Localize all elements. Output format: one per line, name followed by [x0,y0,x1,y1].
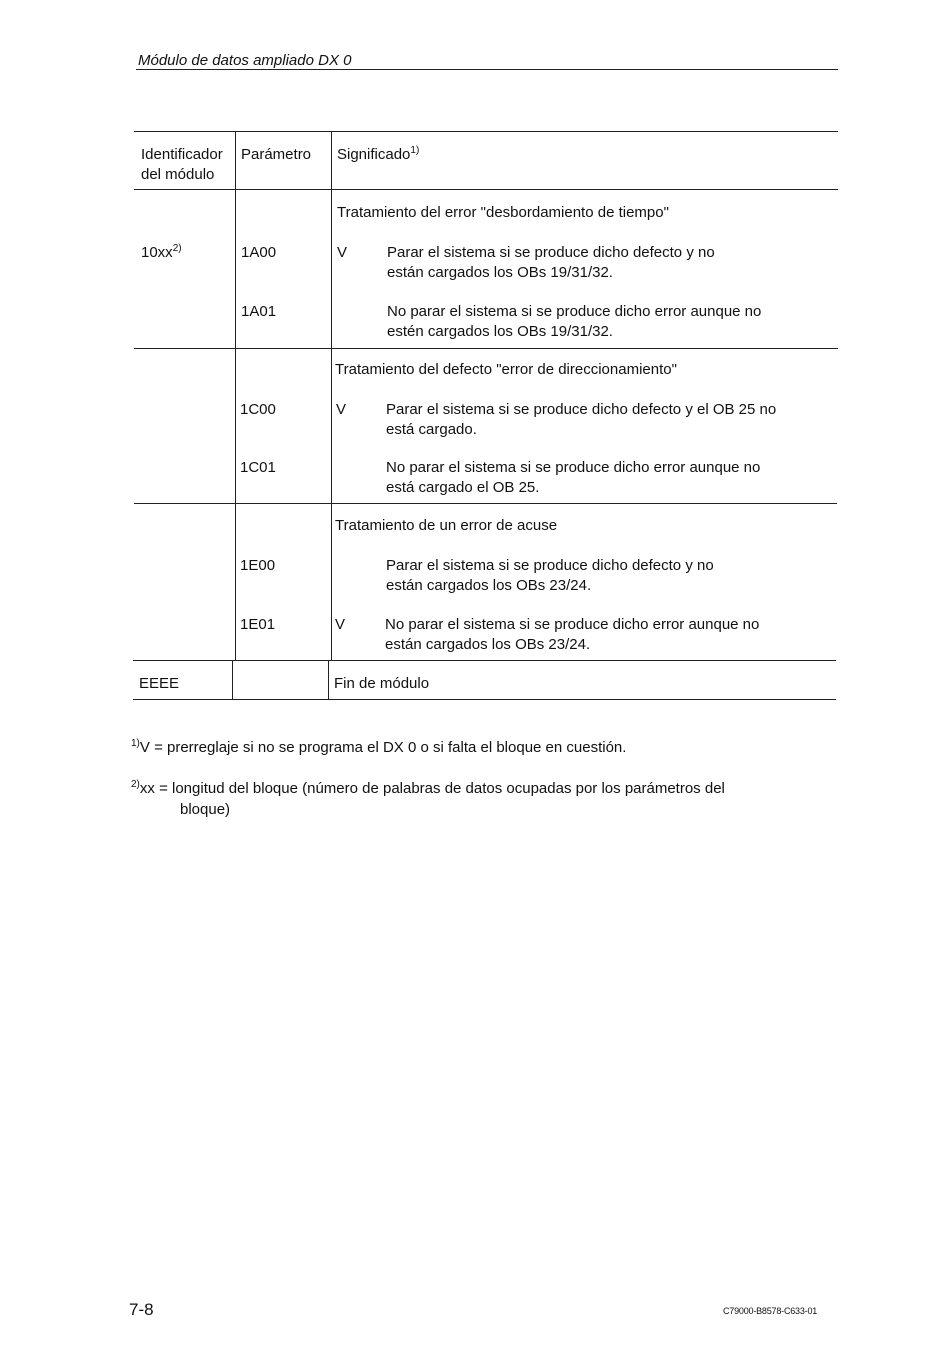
param-description-line1: No parar el sistema si se produce dicho error aunque no [387,303,762,320]
table-header-rule [134,189,838,190]
col-divider-1-end [232,660,233,699]
group-identifier: $10xx^{2)}$ [141,243,182,261]
default-flag: V [336,401,347,418]
col-divider-2-end [328,660,329,699]
end-row-identifier: EEEE [139,675,180,692]
footnote-1: $^{1)}$V = prerreglaje si no se programa el DX 0 o si falta el bloque en cuestión. [131,738,627,756]
param-description-line2: están cargados los OBs 23/24. [386,577,592,594]
group-title: Tratamiento del defecto "error de direccionamiento" [335,361,677,378]
page-header-title: Módulo de datos ampliado DX 0 [138,52,352,69]
param-description-line2: están cargados los OBs 23/24. [385,636,591,653]
param-code: 1C00 [240,401,276,418]
col-header-meaning: Significado$^{1)}$ [337,145,420,163]
footnote-2-mark: 2) [131,779,140,790]
param-description-line1: Parar el sistema si se produce dicho defecto y no [386,557,714,574]
table-bottom-rule [133,699,836,700]
param-code: 1A00 [241,244,277,261]
col-header-identifier-line1: Identificador [141,146,223,163]
group-title: Tratamiento del error "desbordamiento de tiempo" [337,204,669,221]
param-description-line1: No parar el sistema si se produce dicho error aunque no [386,459,761,476]
group-identifier-sup: 2) [172,243,182,254]
param-code: 1E01 [240,616,276,633]
header-rule [136,69,838,70]
param-code: 1A01 [241,303,277,320]
document-code: C79000-B8578-C633-01 [723,1306,818,1316]
col-header-parameter: Parámetro [241,146,312,163]
col-header-meaning-sup: 1) [410,145,420,156]
page-number: 7-8 [129,1300,154,1319]
group-title: Tratamiento de un error de acuse [335,517,558,534]
footnote-2-continuation: bloque) [180,801,231,818]
col-divider-1 [235,131,236,660]
group-rule-3 [133,660,836,661]
param-description-line2: está cargado. [386,421,477,438]
param-description-line2: estén cargados los OBs 19/31/32. [387,323,613,340]
param-description-line2: está cargado el OB 25. [386,479,540,496]
col-divider-2 [331,131,332,660]
table-top-rule [134,131,838,132]
param-description-line1: Parar el sistema si se produce dicho defecto y el OB 25 no [386,401,777,418]
default-flag: V [337,244,348,261]
footnote-1-mark: 1) [131,738,140,749]
end-row-meaning: Fin de módulo [334,675,430,692]
group-rule-2 [134,503,837,504]
group-rule-1 [134,348,838,349]
param-code: 1E00 [240,557,276,574]
param-code: 1C01 [240,459,276,476]
param-description-line2: están cargados los OBs 19/31/32. [387,264,613,281]
param-description-line1: No parar el sistema si se produce dicho error aunque no [385,616,760,633]
col-header-identifier-line2: del módulo [141,166,215,183]
default-flag: V [335,616,346,633]
param-description-line1: Parar el sistema si se produce dicho defecto y no [387,244,715,261]
footnote-2: $^{2)}$xx = longitud del bloque (número de palabras de datos ocupadas por los parámetros del [131,779,725,797]
